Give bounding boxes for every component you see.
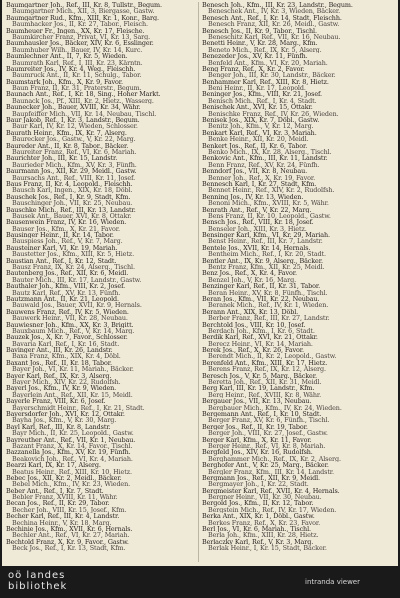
directory-entry: Baur Jakob, Ref., I, Kr. 3, Landstr., Begum.	[6, 117, 140, 124]
directory-entry: Berdach Joh., Kfm., I, Kr. 6, Stadt.	[208, 327, 315, 335]
directory-entry: Benko Mich., IX, Kr. 28, Alserg., Tischl.	[208, 148, 332, 156]
directory-entry: Bayer Mich., XIV, Kr. 22, Rudolfsh.	[12, 379, 121, 386]
directory-entry: Benfeld Ant., Kfm., VI, Kr. 20, Mariah.	[208, 59, 328, 66]
directory-entry: Benesch Franz, XII, Kr. 26, Meidl., Gastw.	[208, 21, 340, 28]
directory-entry: Bebel Mich., Kfm., IV, Kr. 23, Wieden.	[12, 481, 131, 488]
directory-entry: Benrath Ant., Ref., V, Kr. 22, Marg.	[202, 206, 312, 213]
directory-entry: Bauspiess Joh., Ref., V, Kr. 7, Marg.	[12, 238, 123, 245]
directory-entry: Bergmann Jos., Ref., XII, Kr. 9, Meidl.	[202, 474, 320, 482]
directory-entry: Baurath Heinr., Kfm., IX, Kr. 7, Alserg.	[6, 129, 127, 137]
directory-entry: Beninger Jos., Kfm., VIII, Kr. 21, Josef.	[202, 91, 322, 98]
directory-entry: Bavaria Karl, Ref., I, Kr. 16, Stadt.	[12, 340, 120, 348]
directory-entry: Bayl Karl, Ref., III, Kr. 8, Landstr.	[6, 423, 111, 431]
column-divider	[198, 2, 199, 562]
directory-entry: Beck Jos., Ref., I, Kr. 13, Stadt, Kfm.	[12, 545, 126, 552]
directory-entry: Bayer Karl, Ref., IX, Kr. 3, Alserg.	[6, 372, 112, 380]
directory-entry: Benning Jos., IV, Kr. 13, Wieden.	[202, 193, 304, 201]
directory-entry: Baumheuer Fr., Ingen., XX, Kr. 17, Fleische.	[6, 27, 145, 34]
directory-entry: Berann Ant., XIX, Kr. 13, Döbl.	[202, 308, 299, 316]
directory-entry: Bebler Franz, XVIII, Kr. 11, Währ.	[12, 494, 118, 501]
directory-entry: Bearzi Karl, IX, Kr. 17, Alserg.	[6, 462, 101, 469]
directory-entry: Baunecker Joh., Bauer, XVIII, Kr. 34, Währ.	[6, 104, 141, 111]
directory-entry: Benisch Mich., Ref., I, Kr. 4, Stadt.	[208, 97, 317, 105]
directory-entry: Benzinger Karl, Ref., II, Kr. 31, Tabor.	[202, 283, 321, 290]
directory-entry: Baxant Jos., Ref., II, Kr. 18, Tabor.	[6, 359, 112, 367]
directory-entry: Baupfeiffer Mich., VII, Kr. 14, Neubau, Tischl.	[12, 110, 157, 118]
directory-entry: Bechina Heinr., V, Kr. 18, Marg.	[12, 519, 112, 527]
directory-entry: Bayerl Jos., Kfm., IV, Kr. 9, Wieden.	[6, 385, 117, 392]
directory-entry: Baurmann Jos., XII, Kr. 29, Meidl., Gastw.	[6, 168, 137, 175]
directory-entry: Benesch Jos., II, Kr. 9, Tabor., Tischl.	[202, 27, 317, 34]
directory-entry: Benke Heinr., XII, Kr. 20, Meidl.	[208, 136, 309, 143]
directory-entry: Bensch Jos., Ref., VIII, Kr. 18, Josef.	[202, 219, 314, 226]
directory-entry: Baumrath Karl, Ref., I, III, Kr. 23, Kärntn.	[12, 59, 143, 66]
directory-entry: Bergemann Ant., Ref., I, Kr. 10, Stadt.	[202, 411, 322, 418]
directory-entry: Baurieder Mich., Kfm., XV, Kr. 3, Fünfh.	[12, 161, 137, 169]
directory-entry: Bavinger Ant., III, Kr. 26, Landstr.	[6, 347, 113, 354]
directory-entry: Baumhausler Jos., Bäcker, XIV, Kr. 6, Esslinger.	[6, 40, 154, 47]
directory-entry: Beatus Heinr., Ref., XIII, Kr. 10, Hietz.	[12, 468, 132, 475]
directory-entry: Berendt Mich., II, Kr. 2, Leopold., Gastw.	[208, 353, 337, 360]
scanned-page	[2, 0, 398, 566]
directory-entry: Benesch Joh., Kfm., III, Kr. 23, Landstr., Begum.	[202, 2, 353, 9]
directory-entry: Beneschek Ant., IV, Kr. 3, Wieden, Bäcker.	[208, 8, 341, 15]
viewer-footer	[0, 566, 400, 598]
directory-entry: Bayha Jos., Kfm., V, Kr. 30, Marg.	[12, 417, 117, 424]
directory-entry: Benitz Joh., Kfm., V, Kr. 12, Marg.	[208, 123, 314, 130]
directory-entry: Baumruck Ant., II, Kr. 11, Schulg., Tabor.	[12, 72, 142, 79]
directory-entry: Bausenwein Franz, IV, Kr. 16, Wieden.	[6, 219, 127, 226]
directory-entry: Bayersdorfer Joh., XVI, Kr. 12, Ottakr.	[6, 411, 125, 418]
directory-entry: Baumgartner Joh., Ref., III, Kr. 8, Tullstr., Begum.	[6, 2, 162, 9]
directory-entry: Bautz Karl, Ref., XV, Kr. 13, Fünfh.	[12, 289, 121, 296]
directory-entry: Bennet Heinr., Ref., XIV, Kr. 2, Rudolfsh.	[208, 187, 335, 194]
directory-entry: Benkart Karl, Ref., VI, Kr. 3, Mariah.	[202, 129, 317, 137]
directory-entry: Baureder Ant., II, Kr. 8, Tabor., Bäcker.	[6, 142, 129, 149]
directory-entry: Bauter Mich., III, Kr. 17, Landstr., Gastw.	[12, 276, 142, 284]
directory-entry: Baumreiter Jos., IV, Kr. 4, Weg., Fleischh.	[6, 65, 136, 73]
directory-entry: Berger Karl, Kfm., X, Kr. 11, Favor.	[202, 436, 312, 443]
directory-entry: Benndorf Jos., VII, Kr. 8, Neubau.	[202, 168, 308, 175]
directory-entry: Bauwiesner Joh., Kfm., XX, Kr. 3, Brigitt.	[6, 321, 134, 328]
directory-entry: Baustetter Jos., Kfm., XIII, Kr. 5, Hietz.	[12, 251, 135, 258]
directory-entry: Benner Joh., Ref., X, Kr. 19, Favor.	[208, 174, 316, 181]
directory-entry: Bayer Joh., VI, Kr. 11, Mariah., Bäcker.	[12, 366, 134, 373]
directory-entry: Bauzek Jos., X, Kr. 7, Favor., Schlosser.	[6, 334, 128, 341]
directory-entry: Bayr Mich., II, Kr. 25, Leopold., Gastw.	[12, 430, 134, 437]
directory-entry: Bausch Karl, Ingen., XIX, Kr. 18, Döbl.	[12, 187, 133, 194]
directory-entry: Bentele Jos., XVII, Kr. 14, Hernals.	[202, 244, 311, 252]
directory-entry: Beran Jos., Kfm., VII, Kr. 22, Neubau.	[202, 295, 320, 303]
directory-entry: Berghofer Ant., V, Kr. 25, Marg., Bäcker.	[202, 462, 329, 469]
directory-entry: Berlak Heinr., I, Kr. 15, Stadt, Bäcker.	[208, 545, 327, 552]
directory-entry: Berlaczky Karl, Ref., V, Kr. 3, Marg.	[202, 538, 314, 546]
directory-entry: Beranek Mich., Ref., IV, Kr. 1, Wieden.	[208, 302, 329, 309]
left-column	[6, 2, 196, 562]
directory-entry: Baus Franz, II, Kr. 4, Leopold., Fleischh.	[6, 180, 133, 188]
directory-entry: Bergauer Jos., VII, Kr. 13, Neubau.	[202, 398, 312, 405]
logo-line-1: oö landes	[8, 570, 66, 581]
directory-entry: Benezeder Jos., XV, Kr. 11, Fünfh.	[202, 53, 308, 60]
directory-entry: Baunack Jos., Pf., XIII, Kr. 2, Hietz., Wasserg.	[12, 97, 154, 105]
directory-entry: Bauwens Franz, Ref., IV, Kr. 5, Wieden.	[6, 308, 129, 316]
directory-entry: Baun Franz, II, Kr. 31, Praterstr., Begum.	[12, 85, 142, 92]
directory-entry: Bayreuther Ant., Ref., VII, Kr. 1, Neubau.	[6, 436, 136, 443]
directory-entry: Bazant Franz, X, Kr. 14, Favor., Tischl.	[12, 442, 133, 450]
directory-entry: Berkes Franz, Ref., X, Kr. 23, Favor.	[208, 519, 321, 527]
directory-entry: Bausinger Heinr., II, Kr. 14, Tabor.	[6, 232, 114, 239]
directory-entry: Beber Ant., Ref., I, Kr. 7, Stadt.	[6, 487, 104, 495]
directory-entry: Berger Jos., Ref., II, Kr. 19, Tabor.	[202, 423, 308, 431]
directory-entry: Bens Franz, II, Kr. 10, Leopold., Gastw.	[208, 212, 331, 220]
directory-entry: Bauser Jos., Kfm., X, Kr. 21, Favor.	[12, 225, 120, 233]
directory-entry: Bayerlein Ant., Ref., XII, Kr. 15, Meidl.	[12, 391, 133, 399]
directory-entry: Baumhacker Jos., II, Kr. 27, Tabor., Fleisch.	[12, 21, 148, 28]
directory-entry: Berenfeld Ant., Kfm., XIII, Kr. 17, Hietz.	[202, 359, 328, 367]
directory-entry: Bergold Jos., Kfm., II, Kr. 12, Tabor.	[202, 500, 314, 507]
directory-entry: Bentler Ant., IX, Kr. 9, Alserg., Bäcker.	[202, 257, 323, 265]
directory-entry: Bautzmann Ant., II, Kr. 21, Leopold.	[6, 295, 119, 303]
directory-entry: Benn Franz, Ref., XV, Kr. 24, Fünfh.	[208, 161, 320, 169]
directory-entry: Baumgartner Rud., Kfm., XIII, Kr. 1, Konr., Barg.	[6, 14, 159, 22]
directory-entry: Bergbauer Mich., Kfm., IV, Kr. 24, Wieden.	[208, 404, 342, 411]
directory-entry: Benesch Ant., Ref., I, Kr. 14, Stadt, Fleischh.	[202, 14, 342, 22]
directory-entry: Baumkircher Franz, Privat, VI, Kr. 13, Sarg.	[12, 33, 151, 41]
directory-entry: Bayerschmidt Heinr., Ref., I, Kr. 21, Stadt.	[12, 404, 145, 411]
directory-entry: Bensinger Karl, Kfm., VI, Kr. 29, Mariah.	[202, 232, 330, 239]
directory-entry: Benzel Joh., V, Kr. 16, Marg.	[208, 276, 297, 284]
directory-entry: Baur Karl, IV, Kr. 12, Wieden, Schlosser.	[12, 123, 138, 130]
directory-entry: Baxa Franz, Kfm., XIX, Kr. 4, Döbl.	[12, 353, 121, 360]
directory-entry: Berdik Karl, Ref., XVI, Kr. 21, Ottakr.	[202, 334, 318, 341]
directory-entry: Berecz Heinr., VI, Kr. 14, Mariah.	[208, 340, 313, 348]
library-logo[interactable]	[8, 570, 67, 592]
viewer-label: intranda viewer	[305, 578, 360, 586]
directory-entry: Bauwald Jos., Bauer, XVII, Kr. 9, Hernals.	[12, 302, 142, 309]
directory-entry: Berger Heinr., Ref., VI, Kr. 8, Mariah.	[208, 442, 326, 450]
directory-entry: Benseler Joh., XIII, Kr. 3, Hietz.	[208, 225, 307, 233]
directory-entry: Benhammer Karl, Ref., XIII, Kr. 8, Hietz.	[202, 78, 329, 86]
directory-entry: Baursachs Ant., Ref., VIII, Kr. 11, Josef.	[12, 174, 136, 181]
directory-entry: Berka Ant., XIX, Kr. 1, Döbl., Gastw.	[202, 513, 315, 520]
directory-entry: Beneschitz Karl, Ref., VII, Kr. 16, Neubau.	[208, 33, 341, 41]
directory-entry: Baurecker Jos., Gastw., V, Kr. 22, Marg.	[12, 136, 136, 143]
directory-entry: Bentheim Mich., Ref., I, Kr. 20, Stadt.	[208, 251, 326, 258]
directory-entry: Berg Karl, III, Kr. 19, Landstr., Kfm.	[202, 385, 315, 392]
directory-entry: Baurichter Joh., III, Kr. 15, Landstr.	[6, 155, 118, 162]
directory-entry: Bechler Ant., Ref., VI, Kr. 27, Mariah.	[12, 532, 130, 539]
directory-entry: Beretta Joh., Ref., XII, Kr. 31, Meidl.	[208, 379, 322, 386]
directory-entry: Berek Jos., Ref., X, Kr. 26, Favor.	[202, 347, 304, 354]
directory-entry: Bausteiner Karl, VI, Kr. 19, Mariah.	[6, 244, 118, 252]
directory-entry: Berchtold Jos., VIII, Kr. 10, Josef.	[202, 321, 306, 328]
directory-entry: Baunach Ant., Ref., I, Kr. 18, Sing., Hoher Markt.	[6, 91, 161, 98]
directory-entry: Beng Franz, Ref., X, Kr. 2, Favor.	[202, 65, 305, 73]
directory-entry: Benger Joh., III, Kr. 30, Landstr., Bäcker.	[208, 72, 336, 79]
directory-entry: Baumhuber Wilh., Bauer, IV, Kr. 14, Kurc.	[12, 46, 143, 54]
directory-entry: Beran Heinr., XV, Kr. 8, Fünfh., Tischl.	[208, 289, 328, 296]
directory-entry: Bazzanella Jos., Kfm., XV, Kr. 19, Fünfh.	[6, 449, 131, 456]
directory-entry: Bebec Jos., XII, Kr. 2, Meidl., Bäcker.	[6, 474, 122, 482]
directory-entry: Bergner Heinr., VII, Kr. 30, Neubau.	[208, 494, 322, 501]
directory-entry: Berger Joh., VIII, Kr. 27, Josef., Gastw.	[208, 430, 328, 437]
directory-entry: Becan Jos., Ref., II, Kr. 29, Tabor.	[6, 500, 110, 507]
directory-entry: Berg Heinr., Ref., XVIII, Kr. 8, Währ.	[208, 391, 322, 399]
directory-entry: Bauwerk Heinr., VII, Kr. 28, Neubau.	[12, 315, 128, 322]
directory-entry: Bayerle Franz, VIII, Kr. 6, Josef.	[6, 398, 106, 405]
directory-entry: Berens Franz, Ref., IX, Kr. 12, Alserg.	[208, 366, 326, 373]
directory-entry: Baumstark Joh., Kfm., X, Kr. 9, Favor.	[6, 78, 123, 86]
directory-entry: Bechtold Franz, X, Kr. 9, Favor., Gastw.	[6, 538, 129, 546]
directory-entry: Baustian Ant., Ref., I, Kr. 12, Stadt.	[6, 257, 117, 265]
directory-entry: Berl Jos., VI, Kr. 6, Mariah., Tischl.	[202, 526, 311, 533]
directory-entry: Bergfeld Jos., XIV, Kr. 16, Rudolfsh.	[202, 449, 313, 456]
right-column	[202, 2, 392, 562]
directory-entry: Bentz Franz, Kfm., XII, Kr. 25, Meidl.	[208, 264, 325, 271]
directory-entry: Benkert Jos., Ref., II, Kr. 6, Tabor.	[202, 142, 308, 149]
logo-line-2: bibliothek	[8, 581, 68, 592]
directory-entry: Benkovic Ant., Kfm., III, Kr. 11, Landstr.	[202, 155, 328, 162]
directory-entry: Beneto Mich., Ref., IX, Kr. 5, Alserg.	[208, 46, 322, 54]
directory-entry: Baureiter Franz, Ref., VI, Kr. 6, Mariah.	[12, 148, 137, 156]
directory-entry: Bauthaler Joh., Kfm., VIII, Kr. 2, Josef.	[6, 283, 126, 290]
directory-entry: Becher Joh., VIII, Kr. 15, Josef., Kfm.	[12, 506, 127, 514]
directory-entry: Bechinie Jos., Kfm., XVII, Kr. 6, Hernals.	[6, 526, 133, 533]
directory-entry: Berghammer Mich., Ref., IX, Kr. 2, Alserg.	[208, 455, 341, 463]
directory-entry: Baumgartner Mich., XII, 3, Biergasse, Gastw.	[12, 8, 155, 15]
directory-entry: Bauschinger Joh., VII, Kr. 25, Neubau.	[12, 200, 133, 207]
directory-entry: Beakovich Joh., Ref., VI, Kr. 4, Mariah.	[12, 455, 133, 463]
directory-entry: Berber Franz, Ref., III, Kr. 27, Landstr.	[208, 315, 330, 322]
directory-entry: Benischke Franz, Ref., IV, Kr. 26, Wieden.	[208, 110, 339, 118]
directory-entry: Bauschek Jos., Ref., I, Kr. 9, Stadt, Kfm.	[6, 193, 131, 201]
directory-entry: Berger Franz, XV, Kr. 6, Fünfh., Tischl.	[208, 417, 330, 424]
directory-entry: Becher Karl, Ref., III, Kr. 4, Landstr.	[6, 513, 120, 520]
directory-entry: Beni Heinr., II, Kr. 17, Leopold.	[208, 85, 306, 92]
directory-entry: Bauxbaum Mich., Ref., V, Kr. 14, Marg.	[12, 327, 135, 335]
directory-entry: Bergmeister Karl, Ref., XVII, Kr. 4, Hernals.	[202, 487, 340, 495]
directory-entry: Bergstein Mich., Ref., IV, Kr. 17, Wieden.	[208, 506, 337, 514]
directory-entry: Bergmayer Joh., I, Kr. 22, Stadt.	[208, 481, 309, 488]
directory-entry: Benisek Jos., XIX, Kr. 7, Döbl., Gastw.	[202, 117, 320, 124]
directory-entry: Berla Joh., Kfm., XIII, Kr. 28, Hietz.	[208, 532, 319, 539]
directory-entry: Bautenberg Jos., Ref., XII, Kr. 6, Meidl.	[6, 270, 129, 277]
directory-entry: Benischek Ant., XVI, Kr. 15, Ottakr.	[202, 104, 313, 111]
directory-entry: Bauschke Mich., Ref., III, Kr. 13, Landstr.	[6, 206, 136, 213]
directory-entry: Benetti Heinr., V, Kr. 28, Marg., Kfm.	[202, 40, 318, 47]
directory-entry: Beresch Jos., V, Kr. 5, Marg., Bäcker.	[202, 372, 317, 380]
directory-entry: Bennesch Karl, I, Kr. 27, Stadt, Kfm.	[202, 180, 317, 188]
directory-entry: Bausz Franz, IX, Kr. 24, Alserg., Tischl.	[12, 264, 135, 271]
directory-entry: Benst Heinr., Ref., III, Kr. 7, Landstr.	[208, 238, 323, 245]
directory-entry: Baumlechner Ant., II, 7, Kr. 5, Wieden.	[6, 53, 128, 60]
directory-entry: Benz Jos., Ref., X, Kr. 4, Favor.	[202, 270, 297, 277]
directory-entry: Bausek Ant., Bauer, XVI, Kr. 8, Ottakr.	[12, 212, 132, 220]
directory-entry: Benoni Mich., Kfm., XVIII, Kr. 5, Währ.	[208, 200, 329, 207]
directory-entry: Bergler Franz, Kfm., III, Kr. 14, Landstr.	[208, 468, 334, 475]
